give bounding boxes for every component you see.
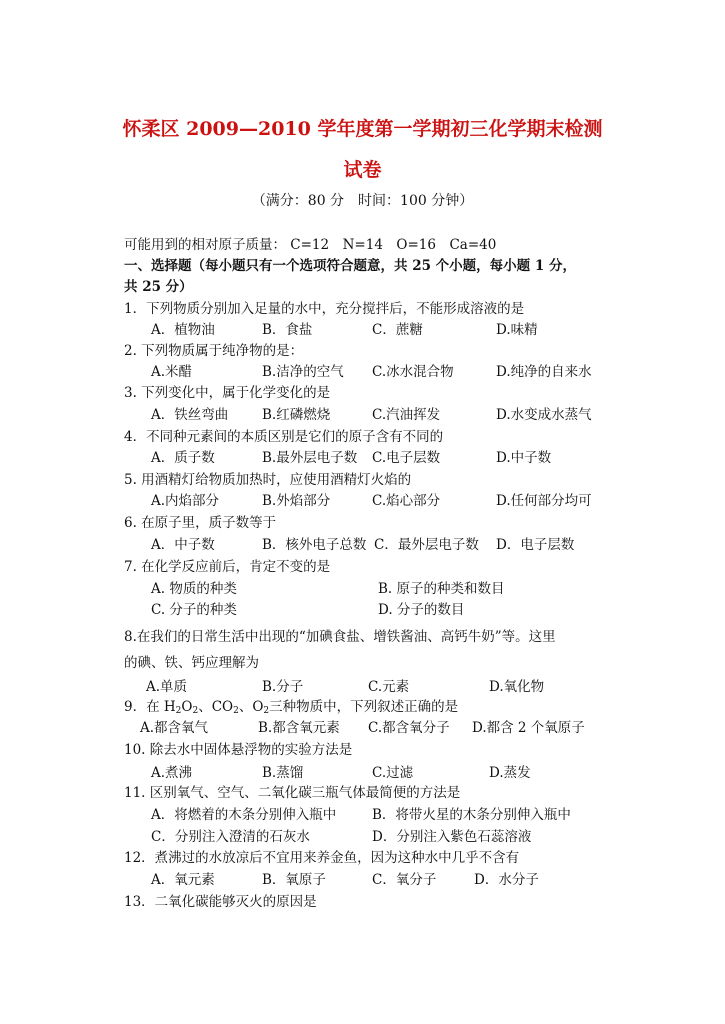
option-2c: C.冰水混合物 (372, 364, 454, 380)
option-6a: A．中子数 (151, 537, 215, 553)
option-8d: D.氧化物 (489, 679, 545, 695)
option-7a: A. 物质的种类 (151, 581, 237, 597)
option-3c: C.汽油挥发 (372, 407, 441, 423)
option-11a: A．将燃着的木条分别伸入瓶中 (151, 807, 337, 823)
option-2b: B.洁净的空气 (262, 364, 344, 380)
option-11d: D．分别注入紫色石蕊溶液 (372, 829, 532, 845)
page-title: 怀柔区 2009—2010 学年度第一学期初三化学期末检测 (122, 118, 603, 140)
option-8c: C.元素 (368, 679, 410, 695)
option-9b: B.都含氧元素 (258, 720, 340, 736)
option-3d: D.水变成水蒸气 (496, 407, 592, 423)
option-8b: B.分子 (262, 679, 304, 695)
option-5c: C.焰心部分 (372, 493, 441, 509)
question-stem-2: 2. 下列物质属于纯净物的是： (124, 343, 304, 359)
exam-info: （满分：80 分 时间：100 分钟） (251, 193, 474, 209)
question-stem-9: 9．在 $H_2O_2$、$CO_2$、$O_2$三种物质中，下列叙述正确的是 (124, 699, 459, 716)
question-stem-3: 3. 下列变化中，属于化学变化的是 (124, 385, 331, 401)
option-2a: A.米醋 (151, 364, 193, 380)
question-stem-13: 13．二氧化碳能够灭火的原因是 (124, 894, 317, 910)
option-5b: B.外焰部分 (262, 493, 331, 509)
option-3a: A．铁丝弯曲 (151, 407, 229, 423)
option-1d: D.味精 (496, 322, 538, 338)
question-stem-10: 10. 除去水中固体悬浮物的实验方法是 (124, 742, 353, 758)
section-heading-line2: 共 25 分） (124, 279, 193, 295)
option-6d: D．电子层数 (496, 537, 575, 553)
option-9a: A.都含氧气 (140, 720, 209, 736)
option-4b: B.最外层电子数 (262, 450, 358, 466)
option-10b: B.蒸馏 (262, 765, 304, 781)
option-3b: B.红磷燃烧 (262, 407, 331, 423)
option-7b: B. 原子的种类和数目 (378, 581, 505, 597)
page-title-line2: 试卷 (343, 159, 382, 181)
option-7d: D. 分子的数目 (378, 602, 465, 618)
question-stem-4: 4．不同种元素间的本质区别是它们的原子含有不同的 (124, 429, 444, 445)
option-6b: B．核外电子总数 (262, 537, 367, 553)
option-12a: A．氧元素 (151, 872, 215, 888)
option-2d: D.纯净的自来水 (496, 364, 592, 380)
option-1b: B．食盐 (262, 322, 313, 338)
option-12c: C．氧分子 (372, 872, 437, 888)
option-11b: B．将带火星的木条分别伸入瓶中 (372, 807, 571, 823)
option-10d: D.蒸发 (489, 765, 531, 781)
option-12d: D．水分子 (474, 872, 539, 888)
question-stem-8-line2: 的碘、铁、钙应理解为 (124, 655, 259, 671)
option-11c: C．分别注入澄清的石灰水 (151, 829, 310, 845)
option-8a: A.单质 (146, 679, 188, 695)
option-1c: C．蔗糖 (372, 322, 423, 338)
option-1a: A．植物油 (151, 322, 215, 338)
option-10a: A.煮沸 (151, 765, 193, 781)
question-stem-1: 1．下列物质分别加入足量的水中，充分搅拌后，不能形成溶液的是 (124, 301, 525, 317)
option-5d: D.任何部分均可 (496, 493, 592, 509)
question-stem-12: 12．煮沸过的水放凉后不宜用来养金鱼，因为这种水中几乎不含有 (124, 850, 520, 866)
question-stem-6: 6. 在原子里，质子数等于 (124, 515, 277, 531)
question-stem-5: 5. 用酒精灯给物质加热时，应使用酒精灯火焰的 (124, 472, 412, 488)
option-5a: A.内焰部分 (151, 493, 220, 509)
option-10c: C.过滤 (372, 765, 414, 781)
option-9d: D.都含 2 个氧原子 (472, 720, 585, 736)
option-4d: D.中子数 (496, 450, 552, 466)
atomic-mass-note: 可能用到的相对原子质量： C=12 N=14 O=16 Ca=40 (124, 237, 497, 253)
option-7c: C. 分子的种类 (151, 602, 237, 618)
question-stem-7: 7. 在化学反应前后，肯定不变的是 (124, 559, 331, 575)
option-4c: C.电子层数 (372, 450, 441, 466)
section-heading: 一、选择题（每小题只有一个选项符合题意，共 25 个小题，每小题 1 分， (124, 258, 576, 274)
option-6c: C．最外层电子数 (374, 537, 479, 553)
option-9c: C.都含氧分子 (368, 720, 450, 736)
question-stem-11: 11. 区别氧气、空气、二氧化碳三瓶气体最简便的方法是 (124, 785, 461, 801)
option-4a: A．质子数 (151, 450, 215, 466)
question-stem-8: 8.在我们的日常生活中出现的“加碘食盐、增铁酱油、高钙牛奶”等。这里 (124, 629, 556, 645)
option-12b: B．氧原子 (262, 872, 326, 888)
